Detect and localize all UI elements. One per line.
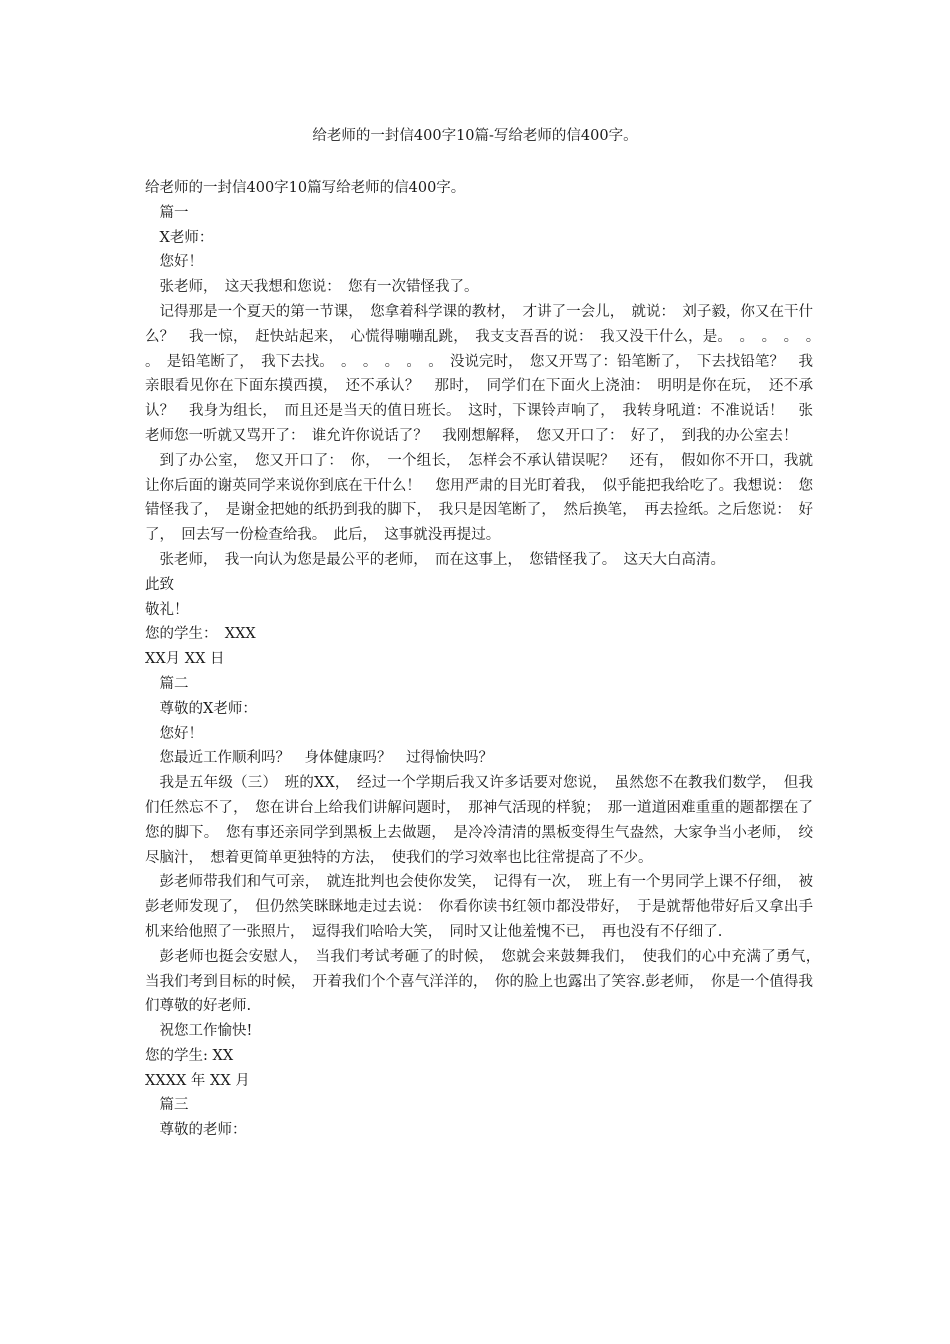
paragraph: XX月 XX 日 bbox=[145, 651, 225, 668]
paragraph: 篇二 bbox=[159, 675, 189, 692]
paragraph: 张老师， 我一向认为您是最公平的老师， 而在这事上， 您错怪我了。 这天大白高清。 bbox=[159, 551, 725, 568]
document-body bbox=[145, 176, 828, 1143]
paragraph: 此致 bbox=[145, 576, 174, 593]
document-title: 给老师的一封信400字10篇-写给老师的信400字。 bbox=[312, 128, 638, 144]
paragraph: 篇三 bbox=[159, 1097, 189, 1114]
paragraph: 彭老师也挺会安慰人， 当我们考试考砸了的时候， 您就会来鼓舞我们， 使我们的心中充满了勇气， 当我们考到目标的时候， 开着我们个个喜气洋洋的， 你的脸上也露出了笑容.彭老师， 你是一个值得我们尊敬的好老师. bbox=[145, 948, 828, 1015]
paragraph: 我是五年级（三） 班的XX， 经过一个学期后我又许多话要对您说， 虽然您不在教我们数学， 但我们任然忘不了， 您在讲台上给我们讲解问题时， 那神气活现的样貌； 那一道道困难重重的题都摆在了您的脚下。 您有事还亲同学到黑板上去做题， 是冷冷清清的黑板变得生气盎然，大家争当小老师， 绞尽脑汁， 想着更简单更独特的方法， 使我们的学习效率也比往常提高了不少。 bbox=[145, 775, 813, 866]
paragraph: 尊敬的老师： bbox=[159, 1122, 247, 1139]
paragraph: 您好！ bbox=[159, 725, 203, 742]
paragraph: 您的学生: XX bbox=[145, 1047, 234, 1064]
paragraph: 祝您工作愉快! bbox=[159, 1023, 253, 1040]
paragraph: 您好！ bbox=[159, 254, 203, 271]
paragraph: 您的学生： XXX bbox=[145, 626, 256, 643]
paragraph: 给老师的一封信400字10篇写给老师的信400字。 bbox=[145, 180, 466, 196]
paragraph: 张老师， 这天我想和您说： 您有一次错怪我了。 bbox=[159, 279, 479, 296]
paragraph: 记得那是一个夏天的第一节课， 您拿着科学课的教材， 才讲了一会儿， 就说： 刘子毅，你又在干什么？ 我一惊， 赶快站起来， 心慌得嘣嘣乱跳， 我支支吾吾的说： 我又没干什么，是。 。 。 。 。 。 是铅笔断了， 我下去找。 。 。 。 。 。 没说完时， 您又开骂了：铅笔断了， 下去找铅笔？ 我亲眼看见你在下面东摸西摸， 还不承认？ 那时， 同学们在下面火上浇油： 明明是你在玩， 还不承认？ 我身为组长， 而且还是当天的值日班长。 这时，下课铃声响了， 我转身吼道：不准说话！ 张老师您一听就又骂开了： 谁允许你说话了？ 我刚想解释， 您又开口了： 好了， 到我的办公室去！ bbox=[145, 303, 828, 444]
paragraph: X老师： bbox=[159, 229, 214, 246]
paragraph: 尊敬的X老师： bbox=[159, 700, 257, 717]
paragraph: 到了办公室， 您又开口了： 你， 一个组长， 怎样会不承认错误呢？ 还有， 假如你不开口，我就让你后面的谢英同学来说你到底在干什么！ 您用严肃的目光盯着我， 似乎能把我给吃了。我想说： 您错怪我了， 是谢金把她的纸扔到我的脚下， 我只是因笔断了， 然后换笔， 再去捡纸。之后您说： 好了， 回去写一份检查给我。 此后， 这事就没再提过。 bbox=[145, 452, 813, 544]
paragraph: 彭老师带我们和气可亲， 就连批判也会使你发笑， 记得有一次， 班上有一个男同学上课不仔细， 被彭老师发现了， 但仍然笑眯眯地走过去说： 你看你读书红领巾都没带好， 于是就帮他带好后又拿出手机来给他照了一张照片， 逗得我们哈哈大笑， 同时又让他羞愧不已， 再也没有不仔细了. bbox=[145, 874, 813, 940]
paragraph: 您最近工作顺利吗？ 身体健康吗？ 过得愉快吗？ bbox=[159, 750, 493, 767]
paragraph: 敬礼！ bbox=[145, 601, 189, 618]
paragraph: XXXX 年 XX 月 bbox=[145, 1072, 250, 1089]
paragraph: 篇一 bbox=[159, 204, 189, 221]
